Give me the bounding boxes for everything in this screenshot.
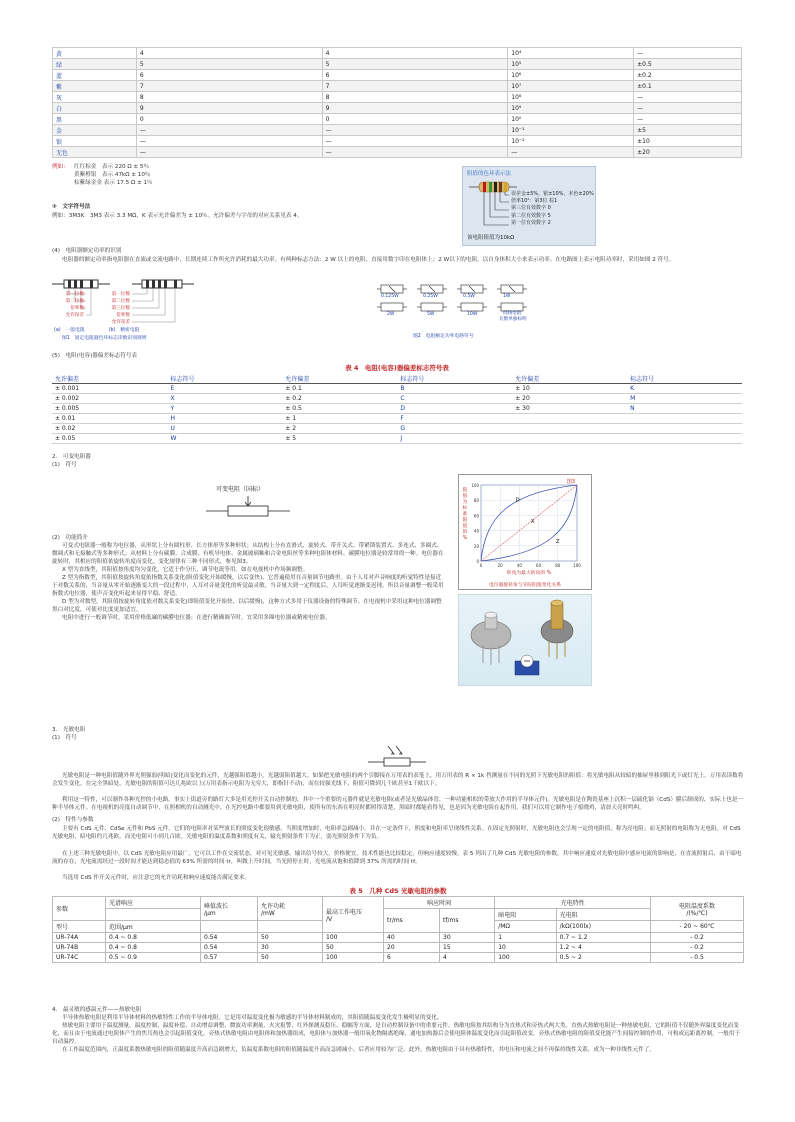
table5-cell: 6 xyxy=(384,953,440,963)
variable-sub1: (1) 符号 xyxy=(52,462,77,468)
variable-para: D 型为对数型，其阻值按旋转角度依对数关系变化(即阻值变化开始快，以后缓慢)，这种方式多用于仪器设备的特殊调节。在电视机中采用这种电位器调整黑白对比度，可使对比度更加适宜。 xyxy=(52,599,442,613)
table4-cell xyxy=(512,414,627,424)
variable-sub2: (2) 功能简介 xyxy=(52,535,88,541)
table4-cell: C xyxy=(397,394,512,404)
color-table-cell: 白 xyxy=(53,103,137,114)
color-band-rule-figure xyxy=(52,278,202,344)
table4-cell: ± 1 xyxy=(282,414,397,424)
th-maxv: 最高工作电压 xyxy=(326,908,363,916)
color-table-row xyxy=(53,48,742,59)
color-table-cell: 5 xyxy=(136,59,322,70)
color-table-cell: — xyxy=(634,92,742,103)
table4-cell xyxy=(512,434,627,444)
color-table-cell: ±0.2 xyxy=(634,70,742,81)
variable-para: Z 型为指数型，其阻值按旋转角度依指数关系变化(阻值变化开始缓慢，以后变快)，它普遍使用在音量调节电路里。由于人耳对声音响度的听觉特性是接近于对数关系的，当音量从零开始逐渐变大的一段过程中，人耳对音量变化的听觉最灵敏，当音量大到一定程度后，人耳听觉逐渐变迟钝。所以音量调整一般采用指数式电位器，使声音变化听起来显得平稳、舒适。 xyxy=(52,575,444,597)
photo-para5: 当选用 CdS 作开关元件时，应注意它的允许功耗和响应速度能否满足要求。 xyxy=(62,875,250,881)
table5-cell: 50 xyxy=(258,953,323,963)
table4-cell xyxy=(627,414,742,424)
color-table-cell: — xyxy=(136,147,322,158)
table4-cell: K xyxy=(627,384,742,394)
table4-row xyxy=(52,414,742,424)
fig2-label: 10W xyxy=(467,312,478,317)
th-tf: tf/ms xyxy=(443,917,459,924)
fig1-label: 第二位数 xyxy=(111,299,130,304)
fig1-label: 第一位数 xyxy=(65,292,84,297)
chart-fig-label: 图3 xyxy=(566,479,575,485)
th-spectral: 光谱响应 xyxy=(109,900,134,907)
table5-cell: 0.4 ~ 0.8 xyxy=(106,943,201,953)
power-paragraph: 电阻器的额定功率指电阻器在直流或交流电路中，长期连续工作所允许消耗的最大功率。有两种标志方法：2 W 以上的电阻，直接用数字印在电阻体上；2 W以下的电阻，以自身体积大小来表示功率。在电路图上表示电阻功率时，采用如图 2 符号。 xyxy=(62,257,675,263)
potentiometer-chart-svg xyxy=(459,475,591,589)
table5-cell: 10 xyxy=(495,943,556,953)
table5-cell: 40 xyxy=(384,933,440,943)
table4-header-cell: 允许偏差 xyxy=(282,374,397,384)
variable-heading: 2. 可变电阻器 xyxy=(52,454,91,460)
figure-caption: 该电阻阻值为10kΩ xyxy=(467,235,515,241)
color-table-cell: 黄 xyxy=(53,48,137,59)
photo-sub1: (1) 符号 xyxy=(52,735,77,741)
color-table-cell: 紫 xyxy=(53,81,137,92)
table5-cell: 0.5 ~ 0.9 xyxy=(106,953,201,963)
y-tick-label: 40 xyxy=(473,528,479,534)
color-table-cell: — xyxy=(634,103,742,114)
table5-cell: 4 xyxy=(440,953,495,963)
color-table-cell: 9 xyxy=(322,103,508,114)
table4-cell: ± 2 xyxy=(282,424,397,434)
table4-cell: ± 30 xyxy=(512,404,627,414)
color-table-cell: 绿 xyxy=(53,59,137,70)
color-table-cell: ±20 xyxy=(634,147,742,158)
variable-symbol-label: 可变电阻（国标） xyxy=(216,486,265,493)
table4-cell: D xyxy=(397,404,512,414)
fig1-label: 允许误差 xyxy=(65,313,84,318)
y-tick-label: 20 xyxy=(473,543,479,549)
photo-sub2: (2) 特性与参数 xyxy=(52,817,94,823)
variable-para: 电阻中进行一般调节时，采用价格低廉的碳膜电位器；在进行精确调节时，宜采用多圈电位器或精密电位器。 xyxy=(62,615,331,621)
fig1-label: 倍率数 xyxy=(70,306,84,311)
table4-cell: ± 0.05 xyxy=(52,434,167,444)
color-table-cell: 10⁹ xyxy=(508,103,634,114)
x-tick-label: 0 xyxy=(479,563,483,568)
table4-cell: ± 0.02 xyxy=(52,424,167,434)
table5-cell: - 0.2 xyxy=(651,943,744,953)
fig1-label: 允许误差 xyxy=(111,320,130,325)
table5-cell: 0.54 xyxy=(201,933,258,943)
color-table-cell: 蓝 xyxy=(53,70,137,81)
table5-cell: 50 xyxy=(323,943,384,953)
example-line: 棕紫绿金金 表示 17.5 Ω ± 1％ xyxy=(74,180,153,186)
band-label: 第三位有效数字 0 xyxy=(511,205,551,212)
y-axis-label-char: 标 xyxy=(462,506,468,511)
photo-para1: 光敏电阻是一种电阻值随外界光照强弱(明暗)变化而变化的元件，光越强阻值越小，光越弱阻值越大。如果把光敏电阻的两个引脚接在万用表的表笔上，用万用表的 R × 1k 挡测量在不同的光照下光敏电阻的阻值：将光敏电阻从较暗的抽屉里移到阳光下或灯光上，万用表读数将会发生变化。在完全黑暗处，光敏电阻的阻值可达几兆欧以上(万用表指示电阻为无穷大，即指针不动)，而在较强光线下，阻值可降到几千欧甚至1千欧以下。 xyxy=(52,773,744,787)
color-table-cell: 黑 xyxy=(53,114,137,125)
table4-cell: ± 10 xyxy=(512,384,627,394)
table4-cell: E xyxy=(167,384,282,394)
table4-cell: H xyxy=(167,414,282,424)
thermal-heading: 4. 最灵敏的感温元件——热敏电阻 xyxy=(52,1007,142,1013)
table4-cell: G xyxy=(397,424,512,434)
color-table-cell: 10⁰ xyxy=(508,114,634,125)
color-table-cell: — xyxy=(136,125,322,136)
fig2-label: 0.125W xyxy=(381,294,399,299)
th-tr: tr/ms xyxy=(387,917,403,924)
fig2-label: 2W xyxy=(387,312,395,317)
y-axis-label-char: 阻 xyxy=(462,518,468,523)
table4-cell: Y xyxy=(167,404,282,414)
color-table-row xyxy=(53,114,742,125)
color-table-cell: 8 xyxy=(136,92,322,103)
table4-header-cell: 标志符号 xyxy=(167,374,282,384)
fig2-label: 1W xyxy=(503,294,511,299)
band-label: 第一位有效数字 2 xyxy=(511,219,551,226)
color-table-cell: — xyxy=(322,125,508,136)
table5-cell: 0.57 xyxy=(201,953,258,963)
color-table-cell: — xyxy=(634,114,742,125)
examples-label: 例如： xyxy=(52,164,69,170)
table5-cell: 1.2 ~ 4 xyxy=(556,943,650,953)
color-table-cell: 10⁴ xyxy=(508,48,634,59)
thermal-para: 热敏电阻主要用于温度测量、温度控制、温度补偿、自动增益调整、微波功率测量、火灾报警、红外探测及稳压、稳幅等方面，是自动控制设备中的重要元件。热敏电阻按其结构分为直热式和旁热式两大类。直热式热敏电阻是一种热敏电阻，它的阻值不仅随外界温度变化而变化，而且由于电流通过电阻体产生的焦耳热也会引起阻值变化。旁热式热敏电阻由电阻体和加热器组成，电阻体与加热器一般用氧化物隔离绝缘，通电加热器后会使电阻体温度变化而引起阻值改变。旁热式热敏电阻的阻值变化能产生间接控制的作用，可构成远距离控制，一般用于自动温控。 xyxy=(52,1023,741,1045)
thermal-para: 半导体热敏电阻是利用半导体材料的热敏特性工作的半导体电阻。它是用对温度变化极为敏感的半导体材料制成的，其阻值随温度变化发生极明显的变化。 xyxy=(62,1015,443,1021)
color-table-cell: ±10 xyxy=(634,136,742,147)
photo-para2: 利用这一特性，可以制作各种光控的小电路。事实上街道旁的路灯大多是用光控开关自动控制的，其中一个重要的元器件就是光敏电阻(或者是光敏晶体管，一种功能相似的带放大作用的半导体元件)。光敏电阻是在陶瓷基座上沉积一层硫化镉（CdS）膜后制成的，实际上也是一种半导体元件。在电视机的亮度自动调节中，在照相机的自动测光中，在光控电路中都要用到光敏电阻，使所有的东西在明亮时都照得清楚，黑暗时都能看得见，也是因为光敏电阻在起作用。我们可以用它制作电子报晓鸡，清晨天亮时鸣叫。 xyxy=(52,797,744,811)
power-symbol-figure xyxy=(375,284,545,344)
color-table-cell: 7 xyxy=(136,81,322,92)
color-table-row xyxy=(53,136,742,147)
table5-row xyxy=(53,953,744,963)
th-temp-unit: /(%/℃) xyxy=(686,909,708,917)
table4-cell: ± 0.2 xyxy=(282,394,397,404)
fig1-label: 第三位数 xyxy=(111,306,130,311)
table4-cell: F xyxy=(397,414,512,424)
tol-heading: (5) 电阻(电容)器偏差标志符号表 xyxy=(52,353,138,359)
table5-cell: 0.5 ~ 2 xyxy=(556,953,650,963)
y-tick-label: 0 xyxy=(476,559,479,564)
color-table-cell: ±0.1 xyxy=(634,81,742,92)
y-axis-label-char: 值 xyxy=(462,524,468,529)
y-tick-label: 100 xyxy=(471,483,479,488)
th-photo: 光电特性 xyxy=(560,900,585,907)
color-table-cell: ±0.5 xyxy=(634,59,742,70)
table5-cell: UR-74A xyxy=(53,933,106,943)
color-table-cell: 0 xyxy=(322,114,508,125)
color-code-figure xyxy=(462,166,596,246)
table5-cell: 0.54 xyxy=(201,943,258,953)
table4-row xyxy=(52,394,742,404)
band-label: 误差金±5%，银±10%，本色±20% xyxy=(511,191,594,197)
color-table-cell: 10⁷ xyxy=(508,81,634,92)
table4-header xyxy=(52,374,742,384)
x-tick-label: 100 xyxy=(573,563,581,568)
th-power: 允许功耗 xyxy=(261,902,286,910)
x-axis-label: 转角为最大转角的 % xyxy=(506,571,552,576)
th-peak: 峰值波长 xyxy=(204,902,229,910)
curve-label: Z xyxy=(555,538,560,545)
table5-cell: 100 xyxy=(323,933,384,943)
th-power-unit: /mW xyxy=(261,909,275,917)
table5-cell: - 0.5 xyxy=(651,953,744,963)
curve-label: D xyxy=(515,497,520,504)
th-temp-range: - 20 ~ 60℃ xyxy=(679,923,715,930)
table5-cell: 100 xyxy=(323,953,384,963)
table4-title: 表 4 电阻(电容)器偏差标志符号表 xyxy=(345,364,449,372)
power-heading: (4) 电阻器额定功率的识别 xyxy=(52,248,122,254)
table5-cell: 15 xyxy=(440,943,495,953)
figure-title: 阻值的色环表示法 xyxy=(467,171,512,177)
cds-param-table xyxy=(52,896,744,963)
x-tick-label: 60 xyxy=(536,563,542,568)
table4-cell: B xyxy=(397,384,512,394)
table4-cell: X xyxy=(167,394,282,404)
photo-heading: 3. 光敏电阻 xyxy=(52,727,86,733)
curve-label: X xyxy=(530,519,535,525)
table5-cell: - 0.2 xyxy=(651,933,744,943)
color-table-cell: 金 xyxy=(53,125,137,136)
table4-cell: U xyxy=(167,424,282,434)
th-param: 参数 xyxy=(56,906,69,913)
y-tick-label: 80 xyxy=(473,498,479,504)
color-table-cell: 10⁻¹ xyxy=(508,125,634,136)
photoresistor-symbol-icon xyxy=(368,744,428,770)
color-table-row xyxy=(53,92,742,103)
color-table-cell: 10⁻² xyxy=(508,136,634,147)
chart-caption: 电位器旋转角与实际阻值变化关系 xyxy=(489,583,561,588)
th-dark: 暗电阻 xyxy=(498,912,517,919)
variable-para: X 型为直线型，其阻值按角度均匀变化。它适于作分压、调节电流等用。如在电视机中作场频调整。 xyxy=(62,567,309,573)
color-table-cell: — xyxy=(322,147,508,158)
table4-cell: ± 0.01 xyxy=(52,414,167,424)
th-peak-unit: /μm xyxy=(204,909,216,917)
table5-cell: 20 xyxy=(384,943,440,953)
th-dark-unit: /MΩ xyxy=(498,923,510,930)
th-temp: 电阻温度系数 xyxy=(678,902,715,910)
y-axis-label-char: 为 xyxy=(462,500,468,505)
tolerance-table xyxy=(52,374,742,444)
table4-cell: ± 0.002 xyxy=(52,394,167,404)
table5-cell: 30 xyxy=(258,943,323,953)
table4-cell: ± 0.1 xyxy=(282,384,397,394)
table4-cell: ± 0.5 xyxy=(282,404,397,414)
table5-cell: UR-74C xyxy=(53,953,106,963)
band-label: 倍率10²：第3位 棕1 xyxy=(511,198,558,205)
y-axis-label-char: 的 xyxy=(462,530,468,535)
color-table-row xyxy=(53,70,742,81)
table4-cell xyxy=(512,424,627,434)
fig1-label: 第一位数 xyxy=(111,292,130,297)
potentiometer-image xyxy=(459,595,591,685)
table4-header-cell: 允许偏差 xyxy=(52,374,167,384)
x-tick-label: 80 xyxy=(555,563,561,568)
band-label: 第二位有效数字 5 xyxy=(511,212,551,219)
color-table-cell: ±5 xyxy=(634,125,742,136)
color-table-row xyxy=(53,103,742,114)
color-table-cell: — xyxy=(322,136,508,147)
variable-resistor-symbol-icon xyxy=(206,494,296,528)
color-table-cell: 4 xyxy=(322,48,508,59)
table4-row xyxy=(52,434,742,444)
color-table-cell: 10⁸ xyxy=(508,92,634,103)
y-axis-label-char: 值 xyxy=(462,494,468,499)
color-table-row xyxy=(53,59,742,70)
color-table-cell: 0 xyxy=(136,114,322,125)
color-table-row xyxy=(53,81,742,92)
color-table-cell: 10⁶ xyxy=(508,70,634,81)
color-table-cell: 6 xyxy=(136,70,322,81)
table4-cell: ± 20 xyxy=(512,394,627,404)
color-code-table xyxy=(52,47,742,158)
thermal-para: 在工作温度范围内，正温度系数热敏电阻的阻值随温度升高而急剧增大，负温度系数电阻的阻值随温度升高而急剧减小。后者应用较为广泛。此外，热敏电阻由于具有热敏特性，其电压和电流之间不再保持线性关系，成为一种非线性元件了。 xyxy=(62,1047,655,1053)
color-table-cell: 8 xyxy=(322,92,508,103)
photo-para3: 主要有 CdS 元件、CdSe 元件和 PbS 元件。它们的电阻率对某些波长的照度变化很敏感。当照度增加时，电阻率急剧减小，并在一定条件下，照度和电阻率呈现线性关系。在固定光照射时，光敏电阻也会呈现一定的电阻值，称为亮电阻；而无照射的电阻称为无电阻。对 CdS 光敏电阻，暗电阻约几兆欧，而光电阻可小到几百欧。光敏电阻的温度系数和照度有关，输光照射条件下为正，弱光照射条件下为负。 xyxy=(52,826,741,840)
fig2-caption: 图2 电阻额定功率电路符号 xyxy=(413,334,474,339)
table5-cell: 30 xyxy=(440,933,495,943)
color-table-cell: 灰 xyxy=(53,92,137,103)
color-table-cell: — xyxy=(508,147,634,158)
example-line: 红红棕金 表示 220 Ω ± 5％ xyxy=(74,164,150,170)
table5-row xyxy=(53,943,744,953)
color-table-cell: 9 xyxy=(136,103,322,114)
thermal-body xyxy=(52,1014,744,1054)
table5-cell: 0.4 ~ 0.8 xyxy=(106,933,201,943)
table5-cell: UR-74B xyxy=(53,943,106,953)
color-table-cell: 银 xyxy=(53,136,137,147)
fig1-label: 倍率数 xyxy=(116,313,130,318)
color-table-cell: 无色 xyxy=(53,147,137,158)
th-maxv-unit: /V xyxy=(326,915,333,923)
variable-para: 可变式电阻器一般称为电位器，从形状上分有圆柱形、长方体形等多种形状；从结构上分有直滑式、旋转式、带开关式、带紧锁装置式、多连式、多圈式、微调式和无接触式等多种形式；从材料上分有碳膜、合成膜、有机导电体、金属玻璃釉和合金电阻丝等多种电阻体材料。碳膜电位器是较常用的一种。电位器在旋转时，其相应的阻值依旋转角度而变化。变化规律有三种不同形式，参见图3。 xyxy=(52,543,444,565)
color-table-cell: 4 xyxy=(136,48,322,59)
th-resp: 响应时间 xyxy=(427,900,452,907)
y-axis-label-char: 准 xyxy=(462,512,468,517)
table4-header-cell: 标志符号 xyxy=(397,374,512,384)
fig1-label: 第二位数 xyxy=(65,299,84,304)
table4-header-cell: 标志符号 xyxy=(627,374,742,384)
y-axis-label-char: % xyxy=(462,536,468,541)
table5-cell: 0.7 ~ 1.2 xyxy=(556,933,650,943)
table4-cell: W xyxy=(167,434,282,444)
x-tick-label: 40 xyxy=(516,563,522,568)
fig2-label: 5W xyxy=(427,312,435,317)
table5-cell: 1 xyxy=(495,933,556,943)
fig2-label: 0.5W xyxy=(463,294,475,299)
table4-row xyxy=(52,384,742,394)
fig2-label: 瓦数单独标明 xyxy=(499,317,527,322)
table4-cell: J xyxy=(397,434,512,444)
color-table-row xyxy=(53,147,742,158)
table5-title: 表 5 几种 CdS 光敏电阻的参数 xyxy=(349,887,447,895)
fig2-label: 0.25W xyxy=(423,294,438,299)
table5-row xyxy=(53,933,744,943)
x-tick-label: 20 xyxy=(497,563,503,568)
y-tick-label: 60 xyxy=(473,513,479,519)
table4-row xyxy=(52,424,742,434)
table4-cell xyxy=(627,424,742,434)
fig1-caption: 图1 固定电阻器色环标志读数识别规则 xyxy=(62,336,147,341)
color-table-cell: 10⁵ xyxy=(508,59,634,70)
th-range: 范围/μm xyxy=(109,924,133,931)
th-model: 型号 xyxy=(56,924,69,931)
color-table-row xyxy=(53,125,742,136)
table5-cell: 100 xyxy=(495,953,556,963)
color-table-cell: — xyxy=(136,136,322,147)
color-table-cell: 5 xyxy=(322,59,508,70)
y-axis-label-char: 阻 xyxy=(462,488,468,493)
variable-body xyxy=(52,542,444,622)
th-light: 光电阻 xyxy=(559,912,578,919)
color-table-cell: 6 xyxy=(322,70,508,81)
table4-row xyxy=(52,404,742,414)
color-table-cell: — xyxy=(634,48,742,59)
table4-cell xyxy=(627,434,742,444)
table4-cell: ± 0.005 xyxy=(52,404,167,414)
fig1-sub: (a) 一般电阻 (b) 精密电阻 xyxy=(54,328,140,333)
text-symbol-example: 例如：3M3K 3M3 表示 3.3 MΩ，K 表示允许偏差为 ± 10％。允许偏差与字母的对应关系见表 4。 xyxy=(52,213,303,219)
potentiometer-chart xyxy=(458,474,592,590)
table4-cell: N xyxy=(627,404,742,414)
table4-cell: ± 5 xyxy=(282,434,397,444)
text-symbol-heading: ③ 文字符号法 xyxy=(52,204,91,210)
table4-header-cell: 允许偏差 xyxy=(512,374,627,384)
th-light-unit: /kΩ(100lx) xyxy=(559,923,592,930)
table4-cell: ± 0.001 xyxy=(52,384,167,394)
color-examples xyxy=(52,163,292,186)
table4-cell: M xyxy=(627,394,742,404)
fig2-label: 绕线电阻 xyxy=(503,311,522,316)
color-table-cell: 7 xyxy=(322,81,508,92)
example-line: 黄紫橙银 表示 47kΩ ± 10％ xyxy=(74,172,151,178)
table5-cell: 50 xyxy=(258,933,323,943)
potentiometer-photo xyxy=(458,594,592,686)
photo-para4: 在上述三种光敏电阻中，以 CdS 光敏电阻应用最广。它可以工作在交流状态，对可见光敏感，输出信号较大，价格便宜，技术性能也比较稳定，但响应速度较慢。表 5 列出了几种 CdS 光敏电阻的参数。其中响应速度对光敏电阻中感应电流的影响是，在直流照射后，由于暗电流的存在，光电流需经过一段时间才能达到稳态值的 63% 所需的时间 tr，叫做上升时间，当光照停止时，光电流从饱和值降到 37% 所需的时间 tf。 xyxy=(52,851,742,865)
